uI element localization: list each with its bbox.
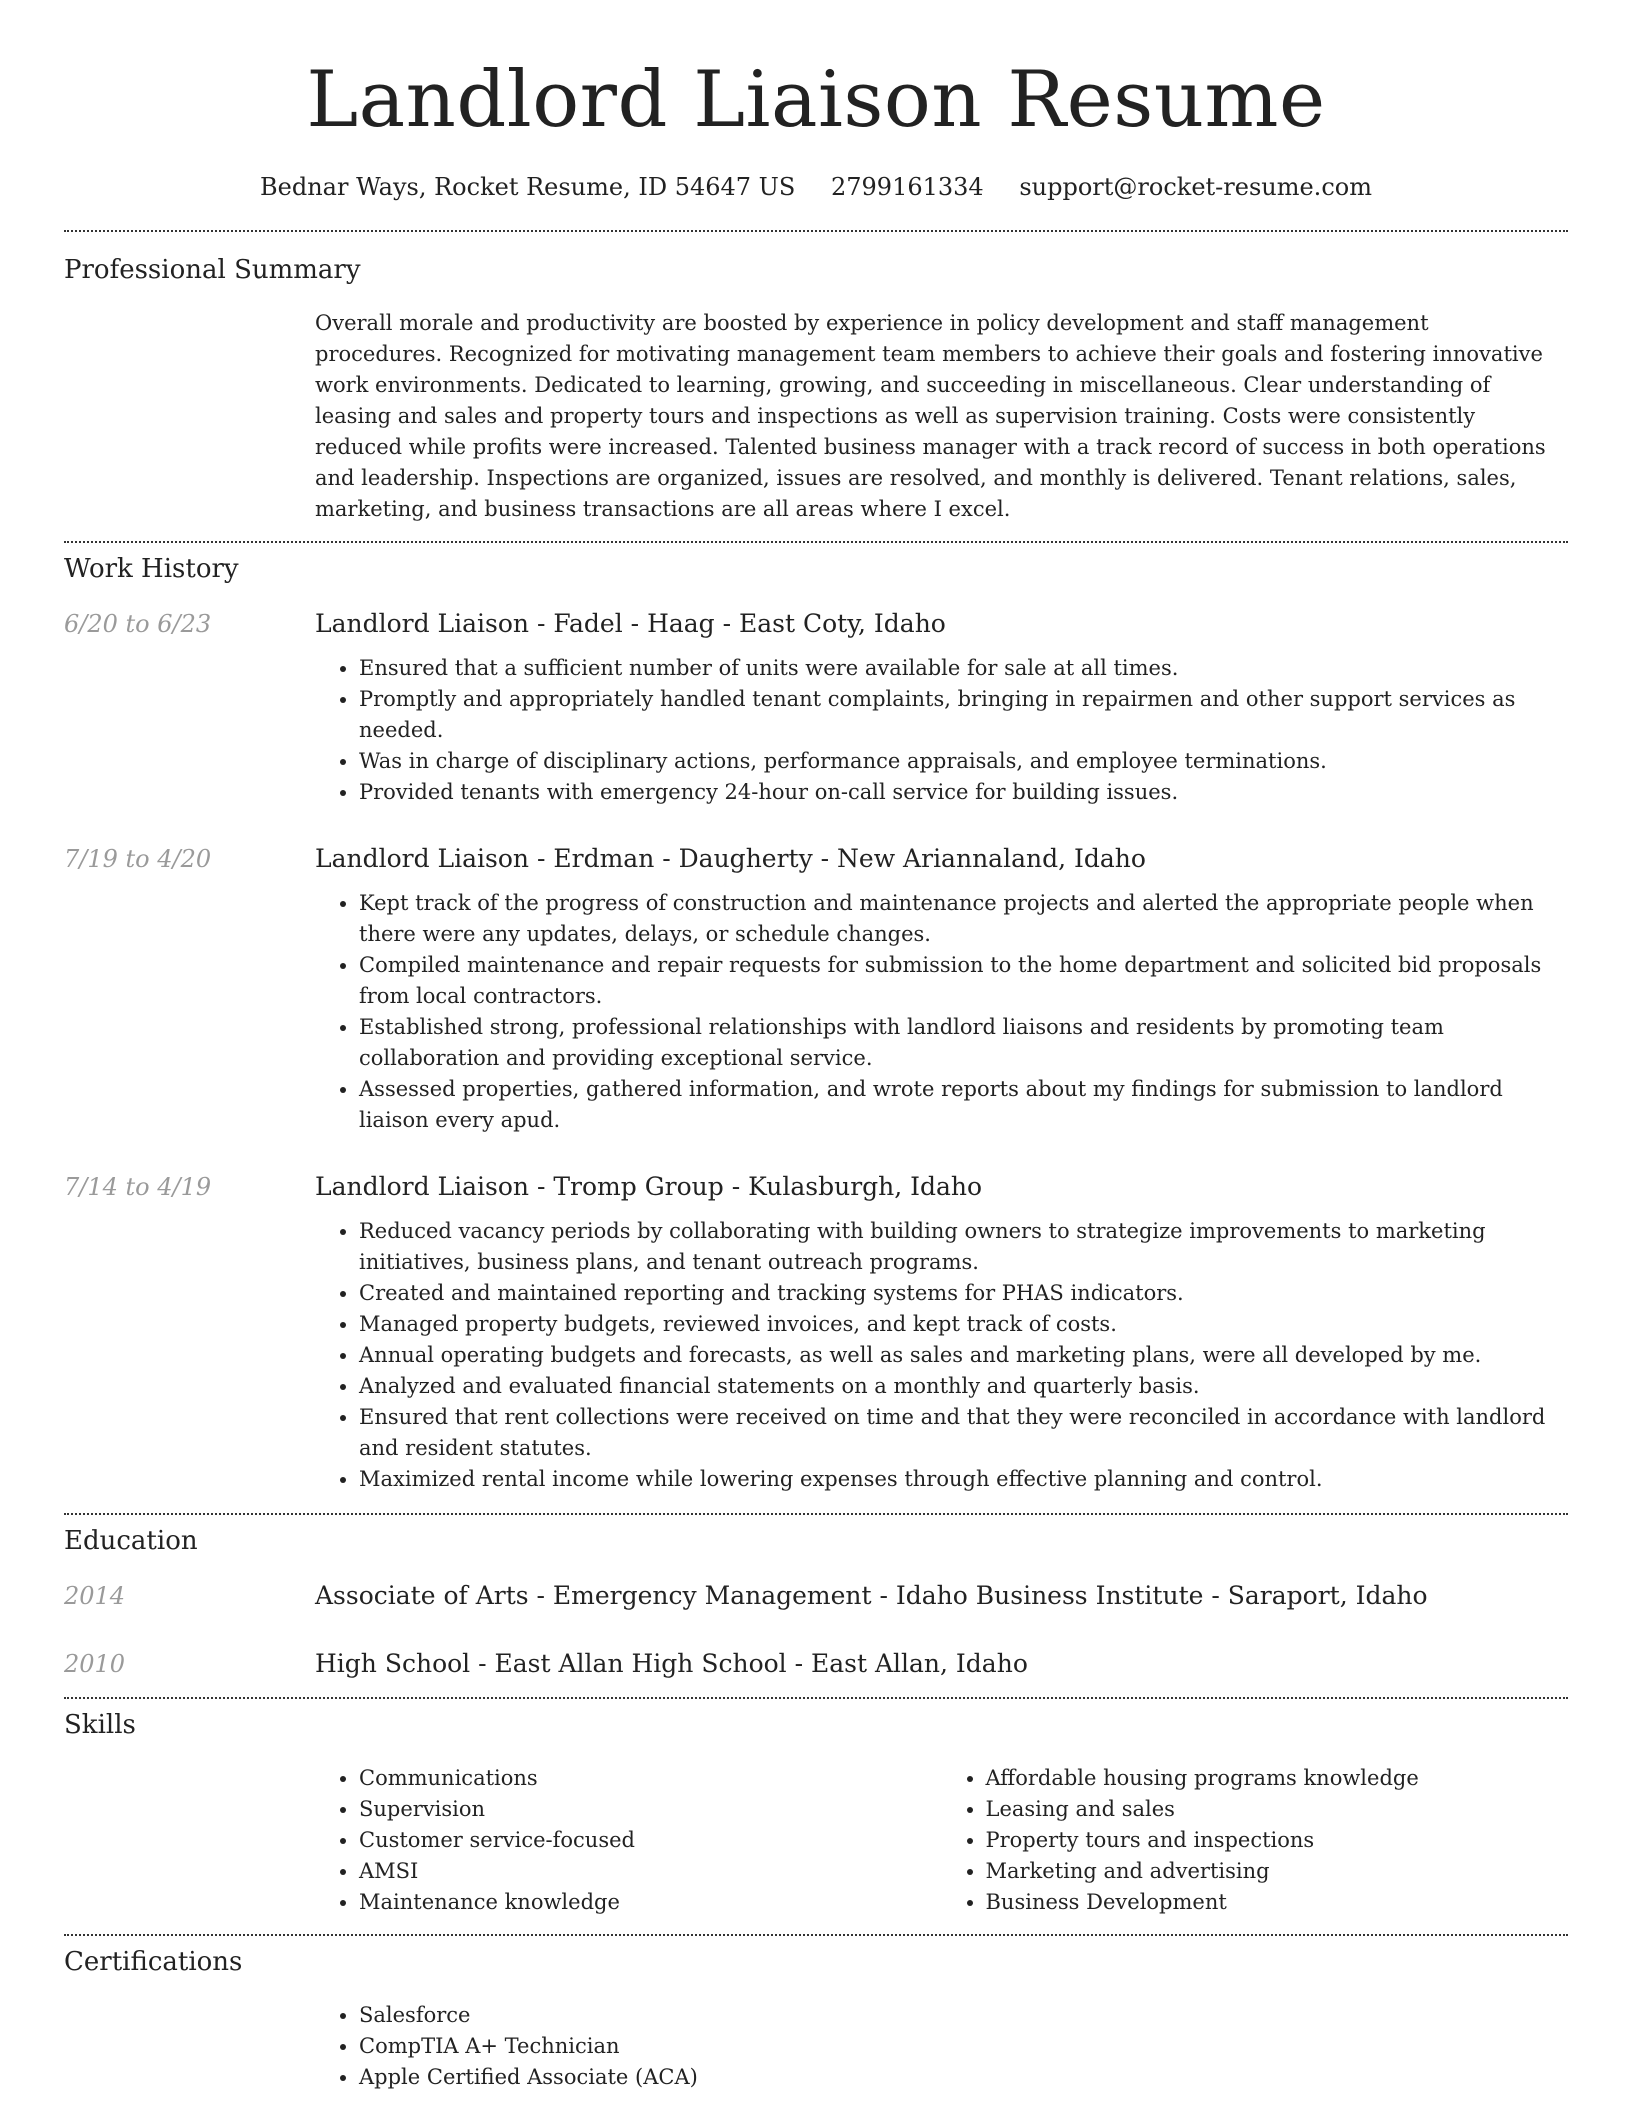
certifications-list	[315, 2000, 1568, 2093]
work-history-section	[64, 543, 1568, 1495]
list-item: • Ensured that rent collections were received on time and that they were reconciled in accordance with landlord and resident statutes.	[359, 1402, 1568, 1464]
list-item: • Created and maintained reporting and tracking systems for PHAS indicators.	[359, 1278, 1568, 1309]
list-item: • Managed property budgets, reviewed invoices, and kept track of costs.	[359, 1309, 1568, 1340]
education-title: High School - East Allan High School - East Allan, Idaho	[315, 1649, 1028, 1678]
list-item: • Marketing and advertising	[986, 1856, 1569, 1887]
list-item: • Ensured that a sufficient number of units were available for sale at all times.	[359, 653, 1568, 684]
education-year: 2014	[64, 1582, 126, 1610]
list-item: • Customer service-focused	[359, 1825, 942, 1856]
skills-section	[64, 1699, 1568, 1918]
summary-text: Overall morale and productivity are boosted by experience in policy development and staff management procedures. Recognized for motivating management team members to achieve their goals and fostering innovative work environments. Dedicated to learning, growing, and succeeding in miscellaneous. Clear understanding of leasing and sales and property tours and inspections as well as supervision training. Costs were consistently reduced while profits were increased. Talented business manager with a track record of success in both operations and leadership. Inspections are organized, issues are resolved, and monthly is delivered. Tenant relations, sales, marketing, and business transactions are all areas where I excel.	[315, 311, 1546, 521]
job-dates: 7/14 to 4/19	[64, 1173, 212, 1201]
list-item: • Compiled maintenance and repair requests for submission to the home department and solicited bid proposals from local contractors.	[359, 950, 1568, 1012]
contact-email: support@rocket-resume.com	[1019, 173, 1372, 201]
certifications-section	[64, 1936, 1568, 2093]
skills-list-right	[942, 1763, 1569, 1918]
list-item: • Maximized rental income while lowering expenses through effective planning and control.	[359, 1464, 1568, 1495]
list-item: • AMSI	[359, 1856, 942, 1887]
job-title: Landlord Liaison - Tromp Group - Kulasburgh, Idaho	[315, 1172, 983, 1201]
list-item: • CompTIA A+ Technician	[359, 2031, 1568, 2062]
section-heading-summary: Professional Summary	[64, 255, 361, 285]
education-section	[64, 1515, 1568, 1681]
list-item: • Kept track of the progress of construction and maintenance projects and alerted the appropriate people when there were any updates, delays, or schedule changes.	[359, 888, 1568, 950]
contact-address: Bednar Ways, Rocket Resume, ID 54647 US	[260, 173, 796, 201]
list-item: • Leasing and sales	[986, 1794, 1569, 1825]
contact-line	[64, 170, 1568, 204]
list-item: • Property tours and inspections	[986, 1825, 1569, 1856]
list-item: • Reduced vacancy periods by collaborating with building owners to strategize improvements to marketing initiatives, business plans, and tenant outreach programs.	[359, 1216, 1568, 1278]
list-item: • Apple Certified Associate (ACA)	[359, 2062, 1568, 2093]
list-item: • Established strong, professional relationships with landlord liaisons and residents by promoting team collaboration and providing exceptional service.	[359, 1012, 1568, 1074]
resume-page	[64, 0, 1568, 2093]
list-item: • Communications	[359, 1763, 942, 1794]
job-entry	[64, 1170, 1568, 1495]
job-dates: 6/20 to 6/23	[64, 610, 212, 638]
job-title: Landlord Liaison - Erdman - Daugherty - New Ariannaland, Idaho	[315, 844, 1146, 873]
section-heading-education: Education	[64, 1526, 198, 1556]
contact-phone: 2799161334	[831, 173, 984, 201]
list-item: • Business Development	[986, 1887, 1569, 1918]
job-bullets	[315, 653, 1568, 808]
job-entry	[64, 607, 1568, 808]
job-dates: 7/19 to 4/20	[64, 845, 212, 873]
skills-list-left	[315, 1763, 942, 1918]
summary-section	[64, 232, 1568, 525]
job-bullets	[315, 1216, 1568, 1495]
list-item: • Affordable housing programs knowledge	[986, 1763, 1569, 1794]
section-heading-work: Work History	[64, 554, 239, 584]
section-heading-certifications: Certifications	[64, 1947, 243, 1977]
list-item: • Provided tenants with emergency 24-hour on-call service for building issues.	[359, 777, 1568, 808]
job-title: Landlord Liaison - Fadel - Haag - East Coty, Idaho	[315, 609, 946, 638]
education-year: 2010	[64, 1650, 126, 1678]
section-heading-skills: Skills	[64, 1710, 136, 1740]
education-title: Associate of Arts - Emergency Management - Idaho Business Institute - Saraport, Idaho	[315, 1581, 1428, 1610]
list-item: • Maintenance knowledge	[359, 1887, 942, 1918]
list-item: • Supervision	[359, 1794, 942, 1825]
education-entry	[64, 1579, 1568, 1613]
list-item: • Annual operating budgets and forecasts, as well as sales and marketing plans, were all developed by me.	[359, 1340, 1568, 1371]
list-item: • Assessed properties, gathered information, and wrote reports about my findings for submission to landlord liaison every apud.	[359, 1074, 1568, 1136]
education-entry	[64, 1647, 1568, 1681]
job-entry	[64, 842, 1568, 1136]
list-item: • Analyzed and evaluated financial statements on a monthly and quarterly basis.	[359, 1371, 1568, 1402]
job-bullets	[315, 888, 1568, 1136]
list-item: • Salesforce	[359, 2000, 1568, 2031]
list-item: • Promptly and appropriately handled tenant complaints, bringing in repairmen and other support services as needed.	[359, 684, 1568, 746]
list-item: • Was in charge of disciplinary actions, performance appraisals, and employee terminations.	[359, 746, 1568, 777]
page-title: Landlord Liaison Resume	[306, 55, 1326, 145]
